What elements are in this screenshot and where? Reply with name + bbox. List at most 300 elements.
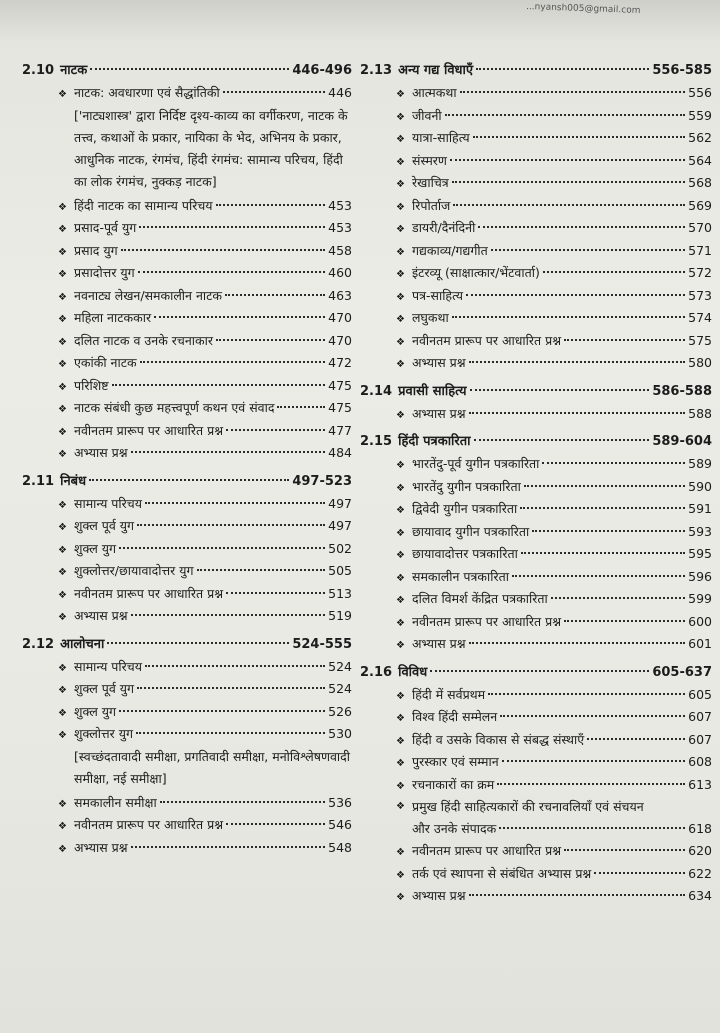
- toc-entry: [58, 656, 352, 679]
- entry-title: हिंदी नाटक का सामान्य परिचय: [74, 197, 213, 213]
- diamond-bullet-icon: ❖: [396, 156, 405, 168]
- dot-leader: [564, 849, 685, 851]
- entry-page-number: 634: [688, 888, 712, 903]
- dot-leader: [502, 760, 685, 762]
- section-entries: [58, 82, 352, 465]
- entry-title: रेखाचित्र: [412, 175, 449, 190]
- toc-section: [360, 381, 712, 426]
- dot-leader: [470, 389, 650, 391]
- entry-title: शुक्लोत्तर युग: [74, 726, 134, 741]
- entry-title: हिंदी में सर्वप्रथम: [412, 686, 486, 702]
- entry-page-number: 601: [688, 636, 712, 651]
- entry-title: प्रसाद युग: [74, 242, 118, 258]
- entry-title: रिपोर्ताज: [412, 197, 451, 213]
- diamond-bullet-icon: ❖: [396, 847, 405, 858]
- entry-page-number: 475: [328, 377, 352, 393]
- diamond-bullet-icon: ❖: [396, 314, 405, 325]
- entry-page-number: 599: [688, 591, 712, 606]
- entry-page-number: 513: [328, 585, 352, 601]
- diamond-bullet-icon: ❖: [58, 662, 67, 674]
- dot-leader: [512, 575, 685, 577]
- entry-page-number: 559: [688, 107, 712, 123]
- dot-leader: [478, 226, 685, 228]
- entry-page-number: 470: [328, 332, 352, 348]
- dot-leader: [474, 439, 650, 441]
- diamond-bullet-icon: ❖: [396, 527, 405, 539]
- entry-page-number: 524: [328, 681, 352, 696]
- section-page-range: 556-585: [652, 63, 712, 78]
- dot-leader: [226, 823, 325, 825]
- diamond-bullet-icon: ❖: [396, 179, 405, 190]
- diamond-bullet-icon: ❖: [396, 269, 405, 280]
- dot-leader: [137, 524, 325, 526]
- dot-leader: [197, 569, 326, 571]
- dot-leader: [542, 462, 685, 464]
- entry-title-cont: और उनके संपादक: [412, 821, 497, 836]
- entry-page-number: 569: [688, 197, 712, 213]
- toc-entry: [396, 172, 712, 195]
- diamond-bullet-icon: ❖: [58, 336, 67, 348]
- section-title: अन्य गद्य विधाएँ: [398, 63, 474, 78]
- diamond-bullet-icon: ❖: [396, 640, 405, 651]
- toc-entry: [58, 583, 352, 606]
- toc-entry: [396, 403, 712, 426]
- toc-entry: [396, 863, 712, 886]
- toc-entry: [58, 792, 352, 815]
- dot-leader: [216, 339, 325, 341]
- toc-entry: [396, 217, 712, 240]
- top-band: [0, 0, 720, 40]
- toc-section: [360, 60, 712, 375]
- toc-entry: [58, 330, 352, 353]
- toc-entry: [58, 82, 352, 105]
- entry-title: भारतेंदु-पूर्व युगीन पत्रकारिता: [412, 456, 540, 471]
- toc-entry: [58, 814, 352, 837]
- entry-title: समकालीन पत्रकारिता: [412, 568, 509, 584]
- entry-title: शुक्लोत्तर/छायावादोत्तर युग: [74, 563, 194, 578]
- entry-page-number: 472: [328, 355, 352, 370]
- dot-leader: [223, 91, 325, 93]
- dot-leader: [138, 271, 325, 273]
- dot-leader: [445, 114, 686, 116]
- entry-page-number: 497: [328, 518, 352, 533]
- entry-title: छायावादोत्तर पत्रकारिता: [412, 546, 518, 561]
- section-number: 2.14: [360, 383, 393, 399]
- dot-leader: [140, 361, 326, 363]
- section-entries: [58, 493, 352, 628]
- section-title: आलोचना: [60, 636, 105, 652]
- dot-leader: [277, 406, 325, 408]
- dot-leader: [139, 226, 325, 228]
- entry-page-number: 556: [688, 85, 712, 100]
- entry-title: अभ्यास प्रश्न: [412, 355, 466, 370]
- dot-leader: [453, 204, 685, 206]
- dot-leader: [119, 547, 325, 549]
- dot-leader: [532, 530, 685, 532]
- entry-page-number: 526: [328, 703, 352, 719]
- toc-section: [22, 471, 352, 628]
- section-number: 2.13: [360, 63, 393, 78]
- toc-section: [22, 60, 352, 465]
- entry-title: शुक्ल पूर्व युग: [74, 681, 135, 696]
- diamond-bullet-icon: ❖: [396, 89, 405, 100]
- diamond-bullet-icon: ❖: [58, 567, 67, 578]
- dot-leader: [469, 412, 686, 414]
- diamond-bullet-icon: ❖: [58, 359, 67, 370]
- dot-leader: [587, 738, 685, 740]
- toc-entry: [396, 498, 712, 521]
- dot-leader: [469, 894, 686, 896]
- toc-entry: [396, 611, 712, 634]
- entry-title: अभ्यास प्रश्न: [412, 636, 466, 651]
- entry-page-number: 475: [328, 400, 352, 415]
- section-number: 2.11: [22, 473, 55, 489]
- diamond-bullet-icon: ❖: [396, 550, 405, 561]
- toc-entry: [58, 217, 352, 240]
- entry-title: पत्र-साहित्य: [412, 287, 463, 303]
- toc-entry: [58, 240, 352, 263]
- entry-title: शुक्ल युग: [74, 540, 117, 556]
- entry-page-number: 548: [328, 839, 352, 855]
- toc-entry: [396, 285, 712, 308]
- entry-page-number: 502: [328, 540, 352, 556]
- dot-leader: [466, 294, 685, 296]
- diamond-bullet-icon: ❖: [396, 482, 405, 494]
- entry-page-number: 590: [688, 478, 712, 494]
- diamond-bullet-icon: ❖: [58, 522, 67, 533]
- diamond-bullet-icon: ❖: [58, 224, 67, 235]
- diamond-bullet-icon: ❖: [396, 801, 405, 812]
- toc-entry: [396, 840, 712, 863]
- dot-leader: [564, 339, 685, 341]
- entry-title: नवीनतम प्रारूप पर आधारित प्रश्न: [412, 613, 562, 629]
- toc-entry: [396, 566, 712, 589]
- toc-entry: [396, 706, 712, 729]
- entry-page-number: 530: [328, 726, 352, 741]
- diamond-bullet-icon: ❖: [396, 758, 405, 769]
- diamond-bullet-icon: ❖: [58, 499, 67, 511]
- dot-leader: [551, 597, 685, 599]
- section-title: प्रवासी साहित्य: [398, 383, 467, 399]
- section-number: 2.12: [22, 636, 55, 652]
- entry-page-number: 596: [688, 568, 712, 584]
- dot-leader: [112, 384, 326, 386]
- toc-entry: [396, 150, 712, 173]
- toc-entry: [396, 729, 712, 752]
- toc-entry: [58, 515, 352, 538]
- section-heading: [22, 471, 352, 493]
- section-title: हिंदी पत्रकारिता: [398, 434, 471, 449]
- toc-entry: [58, 307, 352, 330]
- toc-entry: [58, 442, 352, 465]
- entry-title: महिला नाटककार: [74, 310, 152, 325]
- section-page-range: 524-555: [292, 636, 352, 652]
- toc-entry: [58, 723, 352, 746]
- toc-entry: [58, 397, 352, 420]
- diamond-bullet-icon: ❖: [396, 505, 405, 516]
- entry-title: विश्व हिंदी सम्मेलन: [412, 709, 498, 724]
- entry-page-number: 608: [688, 754, 712, 769]
- dot-leader: [131, 846, 326, 848]
- toc-entry: [58, 195, 352, 218]
- entry-page-number: 589: [688, 456, 712, 471]
- section-number: 2.15: [360, 434, 393, 449]
- diamond-bullet-icon: ❖: [58, 246, 67, 258]
- entry-title: गद्यकाव्य/गद्यगीत: [412, 242, 488, 258]
- section-entries: [396, 403, 712, 426]
- entry-page-number: 446: [328, 85, 352, 100]
- toc-entry: [58, 285, 352, 308]
- dot-leader: [89, 479, 289, 481]
- section-heading: [360, 431, 712, 453]
- entry-title: एकांकी नाटक: [74, 355, 137, 370]
- diamond-bullet-icon: ❖: [58, 449, 67, 460]
- diamond-bullet-icon: ❖: [58, 798, 67, 810]
- dot-leader: [450, 159, 685, 161]
- toc-entry: [58, 375, 352, 398]
- toc-entry: [396, 82, 712, 105]
- entry-title: इंटरव्यू (साक्षात्कार/भेंटवार्ता): [412, 265, 540, 280]
- dot-leader: [488, 693, 685, 695]
- dot-leader: [225, 294, 325, 296]
- entry-page-number: 570: [688, 220, 712, 235]
- entry-line-first: [396, 796, 712, 818]
- toc-section: [360, 662, 712, 908]
- toc-entry: [396, 352, 712, 375]
- entry-page-number: 497: [328, 495, 352, 511]
- entry-title: दलित नाटक व उनके रचनाकार: [74, 332, 213, 348]
- dot-leader: [154, 316, 325, 318]
- toc-entry: [396, 195, 712, 218]
- dot-leader: [136, 732, 325, 734]
- toc-entry: [396, 684, 712, 707]
- toc-section: [360, 431, 712, 656]
- entry-title: यात्रा-साहित्य: [412, 130, 470, 145]
- entry-page-number: 605: [688, 686, 712, 702]
- section-page-range: 586-588: [652, 383, 712, 399]
- diamond-bullet-icon: ❖: [396, 201, 405, 213]
- entry-page-number: 505: [328, 563, 352, 578]
- section-title: निबंध: [60, 473, 87, 489]
- diamond-bullet-icon: ❖: [396, 224, 405, 235]
- toc-entry: [58, 837, 352, 860]
- dot-leader: [460, 91, 686, 93]
- entry-title: पुरस्कार एवं सम्मान: [412, 754, 499, 769]
- dot-leader: [119, 710, 325, 712]
- diamond-bullet-icon: ❖: [396, 869, 405, 881]
- entry-title: नवनाट्य लेखन/समकालीन नाटक: [74, 287, 223, 303]
- toc-entry: [396, 796, 712, 840]
- dot-leader: [131, 614, 326, 616]
- dot-leader: [226, 429, 325, 431]
- section-title: नाटक: [60, 63, 88, 78]
- entry-line-second: [412, 818, 712, 840]
- entry-title: आत्मकथा: [412, 85, 457, 100]
- bracket-note: ['नाट्यशास्त्र' द्वारा निर्दिष्ट दृश्य-काव्य का वर्गीकरण, नाटक के तत्त्व, कथाओं के प्रकार, नायिका के भेद, अभिनय के प्रकार, आधुनिक नाटक, रंगमंच, हिंदी रंगमंच: सामान्य परिचय, हिंदी का लोक रंगमंच, नुक्कड़ नाटक]: [74, 107, 348, 189]
- dot-leader: [497, 783, 685, 785]
- toc-entry: [396, 105, 712, 128]
- bracket-note: [स्वच्छंदतावादी समीक्षा, प्रगतिवादी समीक्षा, मनोविश्लेषणवादी समीक्षा, नई समीक्षा]: [74, 748, 351, 786]
- section-page-range: 605-637: [652, 664, 712, 680]
- entry-page-number: 618: [688, 821, 712, 836]
- entry-title: प्रसादोत्तर युग: [74, 265, 135, 280]
- entry-title: डायरी/दैनंदिनी: [412, 220, 476, 235]
- entry-page-number: 571: [688, 242, 712, 258]
- toc-entry: [396, 262, 712, 285]
- entry-title: नवीनतम प्रारूप पर आधारित प्रश्न: [412, 332, 562, 348]
- diamond-bullet-icon: ❖: [58, 269, 67, 280]
- entry-page-number: 574: [688, 310, 712, 325]
- dot-leader: [160, 801, 325, 803]
- dot-leader: [452, 316, 685, 318]
- dot-leader: [216, 204, 326, 206]
- dot-leader: [226, 592, 325, 594]
- entry-title: प्रसाद-पूर्व युग: [74, 220, 137, 235]
- section-heading: [22, 60, 352, 82]
- entry-title: परिशिष्ट: [74, 377, 109, 393]
- diamond-bullet-icon: ❖: [58, 821, 67, 832]
- dot-leader: [469, 642, 686, 644]
- entry-page-number: 458: [328, 242, 352, 258]
- diamond-bullet-icon: ❖: [58, 381, 67, 393]
- toc-entry: [58, 262, 352, 285]
- entry-page-number: 593: [688, 523, 712, 539]
- entry-title: नवीनतम प्रारूप पर आधारित प्रश्न: [412, 843, 562, 858]
- dot-leader: [476, 68, 649, 70]
- entry-title: अभ्यास प्रश्न: [74, 839, 128, 855]
- toc-entry: [396, 307, 712, 330]
- dot-leader: [131, 451, 326, 453]
- entry-title: नाटक संबंधी कुछ महत्त्वपूर्ण कथन एवं संवाद: [74, 400, 275, 415]
- diamond-bullet-icon: ❖: [396, 134, 405, 145]
- dot-leader: [499, 827, 685, 829]
- entry-page-number: 595: [688, 546, 712, 561]
- dot-leader: [469, 361, 686, 363]
- diamond-bullet-icon: ❖: [58, 589, 67, 601]
- entry-title: शुक्ल युग: [74, 703, 117, 719]
- diamond-bullet-icon: ❖: [58, 843, 67, 855]
- entry-title: अभ्यास प्रश्न: [74, 445, 128, 460]
- section-heading: [22, 634, 352, 656]
- entry-title: सामान्य परिचय: [74, 495, 142, 511]
- dot-leader: [452, 181, 685, 183]
- entry-page-number: 572: [688, 265, 712, 280]
- diamond-bullet-icon: ❖: [58, 426, 67, 438]
- toc-entry: [58, 493, 352, 516]
- entry-page-number: 562: [688, 130, 712, 145]
- entry-page-number: 519: [328, 608, 352, 623]
- entry-page-number: 477: [328, 422, 352, 438]
- entry-page-number: 580: [688, 355, 712, 370]
- entry-page-number: 568: [688, 175, 712, 190]
- toc-entry: [58, 678, 352, 701]
- entry-title: द्विवेदी युगीन पत्रकारिता: [412, 501, 518, 516]
- toc-entry: [58, 605, 352, 628]
- toc-entry: [396, 774, 712, 797]
- toc-entry: [396, 330, 712, 353]
- entry-title: शुक्ल पूर्व युग: [74, 518, 135, 533]
- entry-title: नवीनतम प्रारूप पर आधारित प्रश्न: [74, 817, 224, 832]
- section-entries: [58, 656, 352, 860]
- diamond-bullet-icon: ❖: [58, 314, 67, 325]
- toc-entry: [396, 521, 712, 544]
- dot-leader: [543, 271, 685, 273]
- dot-leader: [121, 249, 325, 251]
- entry-page-number: 607: [688, 709, 712, 724]
- diamond-bullet-icon: ❖: [396, 617, 405, 629]
- entry-page-number: 620: [688, 843, 712, 858]
- entry-page-number: 564: [688, 152, 712, 168]
- toc-entry: [58, 701, 352, 724]
- entry-page-number: 484: [328, 445, 352, 460]
- section-entries: [396, 82, 712, 375]
- dot-leader: [473, 136, 686, 138]
- entry-title: छायावाद युगीन पत्रकारिता: [412, 523, 530, 539]
- entry-title: नवीनतम प्रारूप पर आधारित प्रश्न: [74, 422, 224, 438]
- entry-page-number: 453: [328, 220, 352, 235]
- dot-leader: [430, 670, 649, 672]
- section-page-range: 446-496: [292, 63, 352, 78]
- diamond-bullet-icon: ❖: [58, 544, 67, 556]
- entry-title: संस्मरण: [412, 152, 447, 168]
- section-page-range: 589-604: [652, 434, 712, 449]
- entry-page-number: 613: [688, 776, 712, 792]
- entry-page-number: 460: [328, 265, 352, 280]
- dot-leader: [137, 687, 325, 689]
- dot-leader: [90, 68, 289, 70]
- section-entries: [396, 453, 712, 656]
- section-page-range: 497-523: [292, 473, 352, 489]
- section-heading: [360, 60, 712, 82]
- toc-entry: [396, 751, 712, 774]
- toc-entry: [396, 476, 712, 499]
- toc-entry: [396, 543, 712, 566]
- toc-column-right: [360, 60, 712, 914]
- entry-title: अभ्यास प्रश्न: [412, 405, 466, 421]
- diamond-bullet-icon: ❖: [396, 111, 405, 123]
- entry-page-number: 524: [328, 658, 352, 674]
- entry-page-number: 607: [688, 731, 712, 747]
- entry-title: प्रमुख हिंदी साहित्यकारों की रचनावलियाँ एवं संचयन: [412, 799, 644, 814]
- diamond-bullet-icon: ❖: [396, 359, 405, 370]
- entry-title: भारतेंदु युगीन पत्रकारिता: [412, 478, 521, 494]
- diamond-bullet-icon: ❖: [396, 460, 405, 471]
- toc-entry: [58, 560, 352, 583]
- entry-page-number: 575: [688, 332, 712, 348]
- entry-page-number: 588: [688, 405, 712, 421]
- dot-leader: [520, 507, 685, 509]
- dot-leader: [145, 665, 325, 667]
- diamond-bullet-icon: ❖: [396, 595, 405, 606]
- toc-column-left: [22, 60, 352, 865]
- entry-title: नाटक: अवधारणा एवं सैद्धांतिकी: [74, 85, 220, 100]
- toc-entry: [396, 453, 712, 476]
- entry-title: जीवनी: [412, 107, 442, 123]
- diamond-bullet-icon: ❖: [396, 246, 405, 258]
- section-heading: [360, 381, 712, 403]
- dot-leader: [564, 620, 685, 622]
- header-email: ...nyansh005@gmail.com: [525, 2, 641, 16]
- entry-page-number: 536: [328, 794, 352, 810]
- toc-entry: [396, 240, 712, 263]
- entry-title: सामान्य परिचय: [74, 658, 142, 674]
- entry-page-number: 546: [328, 817, 352, 832]
- entry-page-number: 470: [328, 310, 352, 325]
- toc-entry: [58, 352, 352, 375]
- entry-title: तर्क एवं स्थापना से संबंधित अभ्यास प्रश्न: [412, 865, 592, 881]
- diamond-bullet-icon: ❖: [58, 404, 67, 415]
- section-entries: [396, 684, 712, 908]
